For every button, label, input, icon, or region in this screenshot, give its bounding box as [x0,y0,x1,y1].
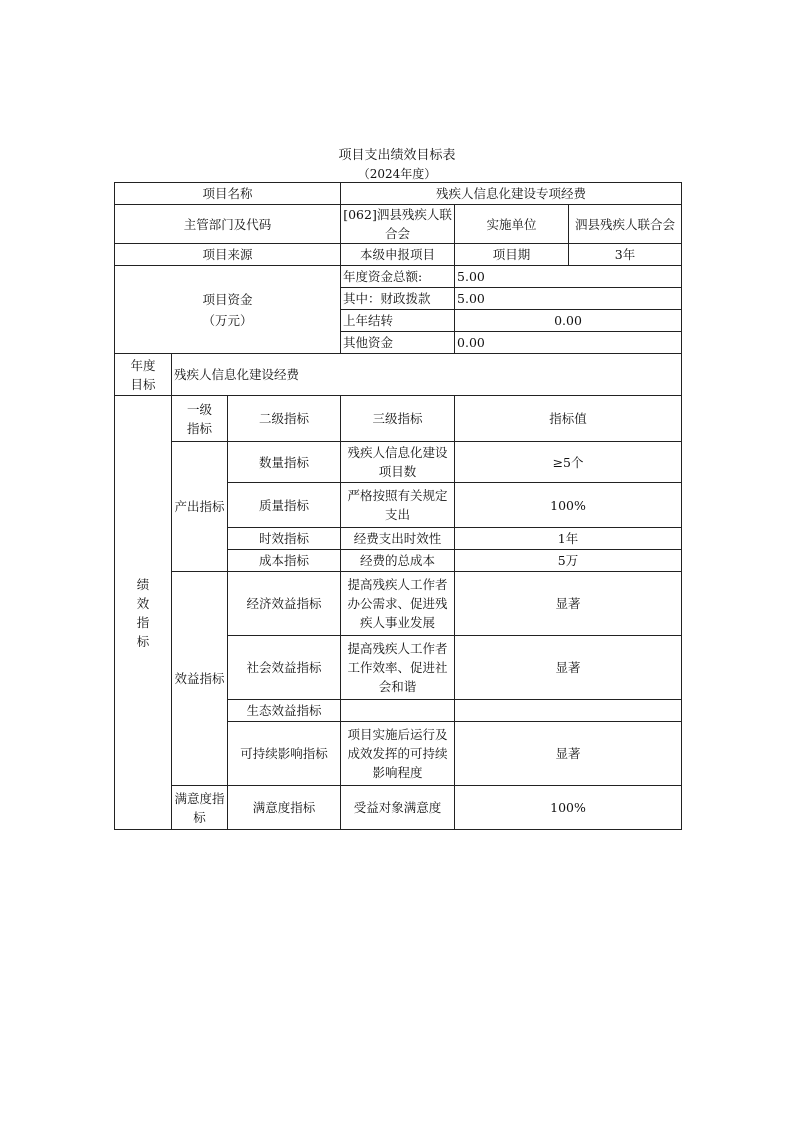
level3-cell: 经费的总成本 [341,550,455,572]
goal-label-line2: 目标 [130,376,156,392]
section-char: 绩 [136,576,150,592]
department-row [115,205,682,244]
satisfaction-indicator-label: 满意度指标 [172,786,228,830]
value-header: 指标值 [455,396,682,442]
level2-cell: 可持续影响指标 [228,722,341,786]
funds-carry-value: 0.00 [455,310,682,332]
level3-cell: 经费支出时效性 [341,528,455,550]
level2-cell: 社会效益指标 [228,636,341,700]
funds-carry-label: 上年结转 [341,310,455,332]
level2-cell: 经济效益指标 [228,572,341,636]
indicator-header-row [115,396,682,442]
source-value: 本级申报项目 [341,244,455,266]
section-char: 效 [136,595,150,611]
source-row [115,244,682,266]
level1-header-line2: 指标 [186,420,212,436]
goal-label [115,354,172,396]
value-cell: 1年 [455,528,682,550]
funds-label-text: 项目资金 [202,291,253,307]
level2-cell: 时效指标 [228,528,341,550]
level2-cell: 满意度指标 [228,786,341,830]
level3-cell: 受益对象满意度 [341,786,455,830]
implementing-unit-value: 泗县残疾人联合会 [569,205,682,244]
level2-cell: 生态效益指标 [228,700,341,722]
section-char: 标 [136,633,150,649]
level1-header [172,396,228,442]
value-cell: 显著 [455,722,682,786]
table-row [115,786,682,830]
value-cell: 显著 [455,636,682,700]
level1-header-line1: 一级 [186,401,212,417]
project-name-row [115,183,682,205]
level3-cell [341,700,455,722]
funds-fiscal-label: 其中：财政拨款 [341,288,455,310]
funds-total-value: 5.00 [455,266,682,288]
indicator-section-label [115,396,172,830]
level2-cell: 质量指标 [228,483,341,528]
year-subtitle: （2024年度） [357,167,437,181]
goal-label-line1: 年度 [130,357,156,373]
source-label: 项目来源 [115,244,341,266]
level3-header: 三级指标 [341,396,455,442]
funds-other-value: 0.00 [455,332,682,354]
project-name-value: 残疾人信息化建设专项经费 [341,183,682,205]
value-cell: 5万 [455,550,682,572]
value-cell [455,700,682,722]
value-cell: 100% [455,483,682,528]
department-label: 主管部门及代码 [115,205,341,244]
section-char: 指 [136,614,150,630]
value-cell: ≥5个 [455,442,682,483]
implementing-unit-label: 实施单位 [455,205,569,244]
value-cell: 显著 [455,572,682,636]
level2-cell: 成本指标 [228,550,341,572]
funds-label [115,266,341,354]
level3-cell: 残疾人信息化建设项目数 [341,442,455,483]
funds-fiscal-value: 5.00 [455,288,682,310]
performance-table [114,182,682,830]
funds-total-label: 年度资金总额: [341,266,455,288]
output-indicator-label: 产出指标 [172,442,228,572]
funds-other-label: 其他资金 [341,332,455,354]
goal-row [115,354,682,396]
page-title: 项目支出绩效目标表 [338,148,456,163]
benefit-indicator-label: 效益指标 [172,572,228,786]
level3-cell: 项目实施后运行及成效发挥的可持续影响程度 [341,722,455,786]
level2-header: 二级指标 [228,396,341,442]
period-value: 3年 [569,244,682,266]
table-row [115,572,682,636]
period-label: 项目期 [455,244,569,266]
funds-unit-text: （万元） [202,312,253,328]
level3-cell: 提高残疾人工作者办公需求、促进残疾人事业发展 [341,572,455,636]
funds-total-row [115,266,682,288]
table-row [115,442,682,483]
value-cell: 100% [455,786,682,830]
goal-text: 残疾人信息化建设经费 [172,354,682,396]
level3-cell: 提高残疾人工作者工作效率、促进社会和谐 [341,636,455,700]
level3-cell: 严格按照有关规定支出 [341,483,455,528]
department-value: [062]泗县残疾人联合会 [341,205,455,244]
project-name-label: 项目名称 [115,183,341,205]
level2-cell: 数量指标 [228,442,341,483]
